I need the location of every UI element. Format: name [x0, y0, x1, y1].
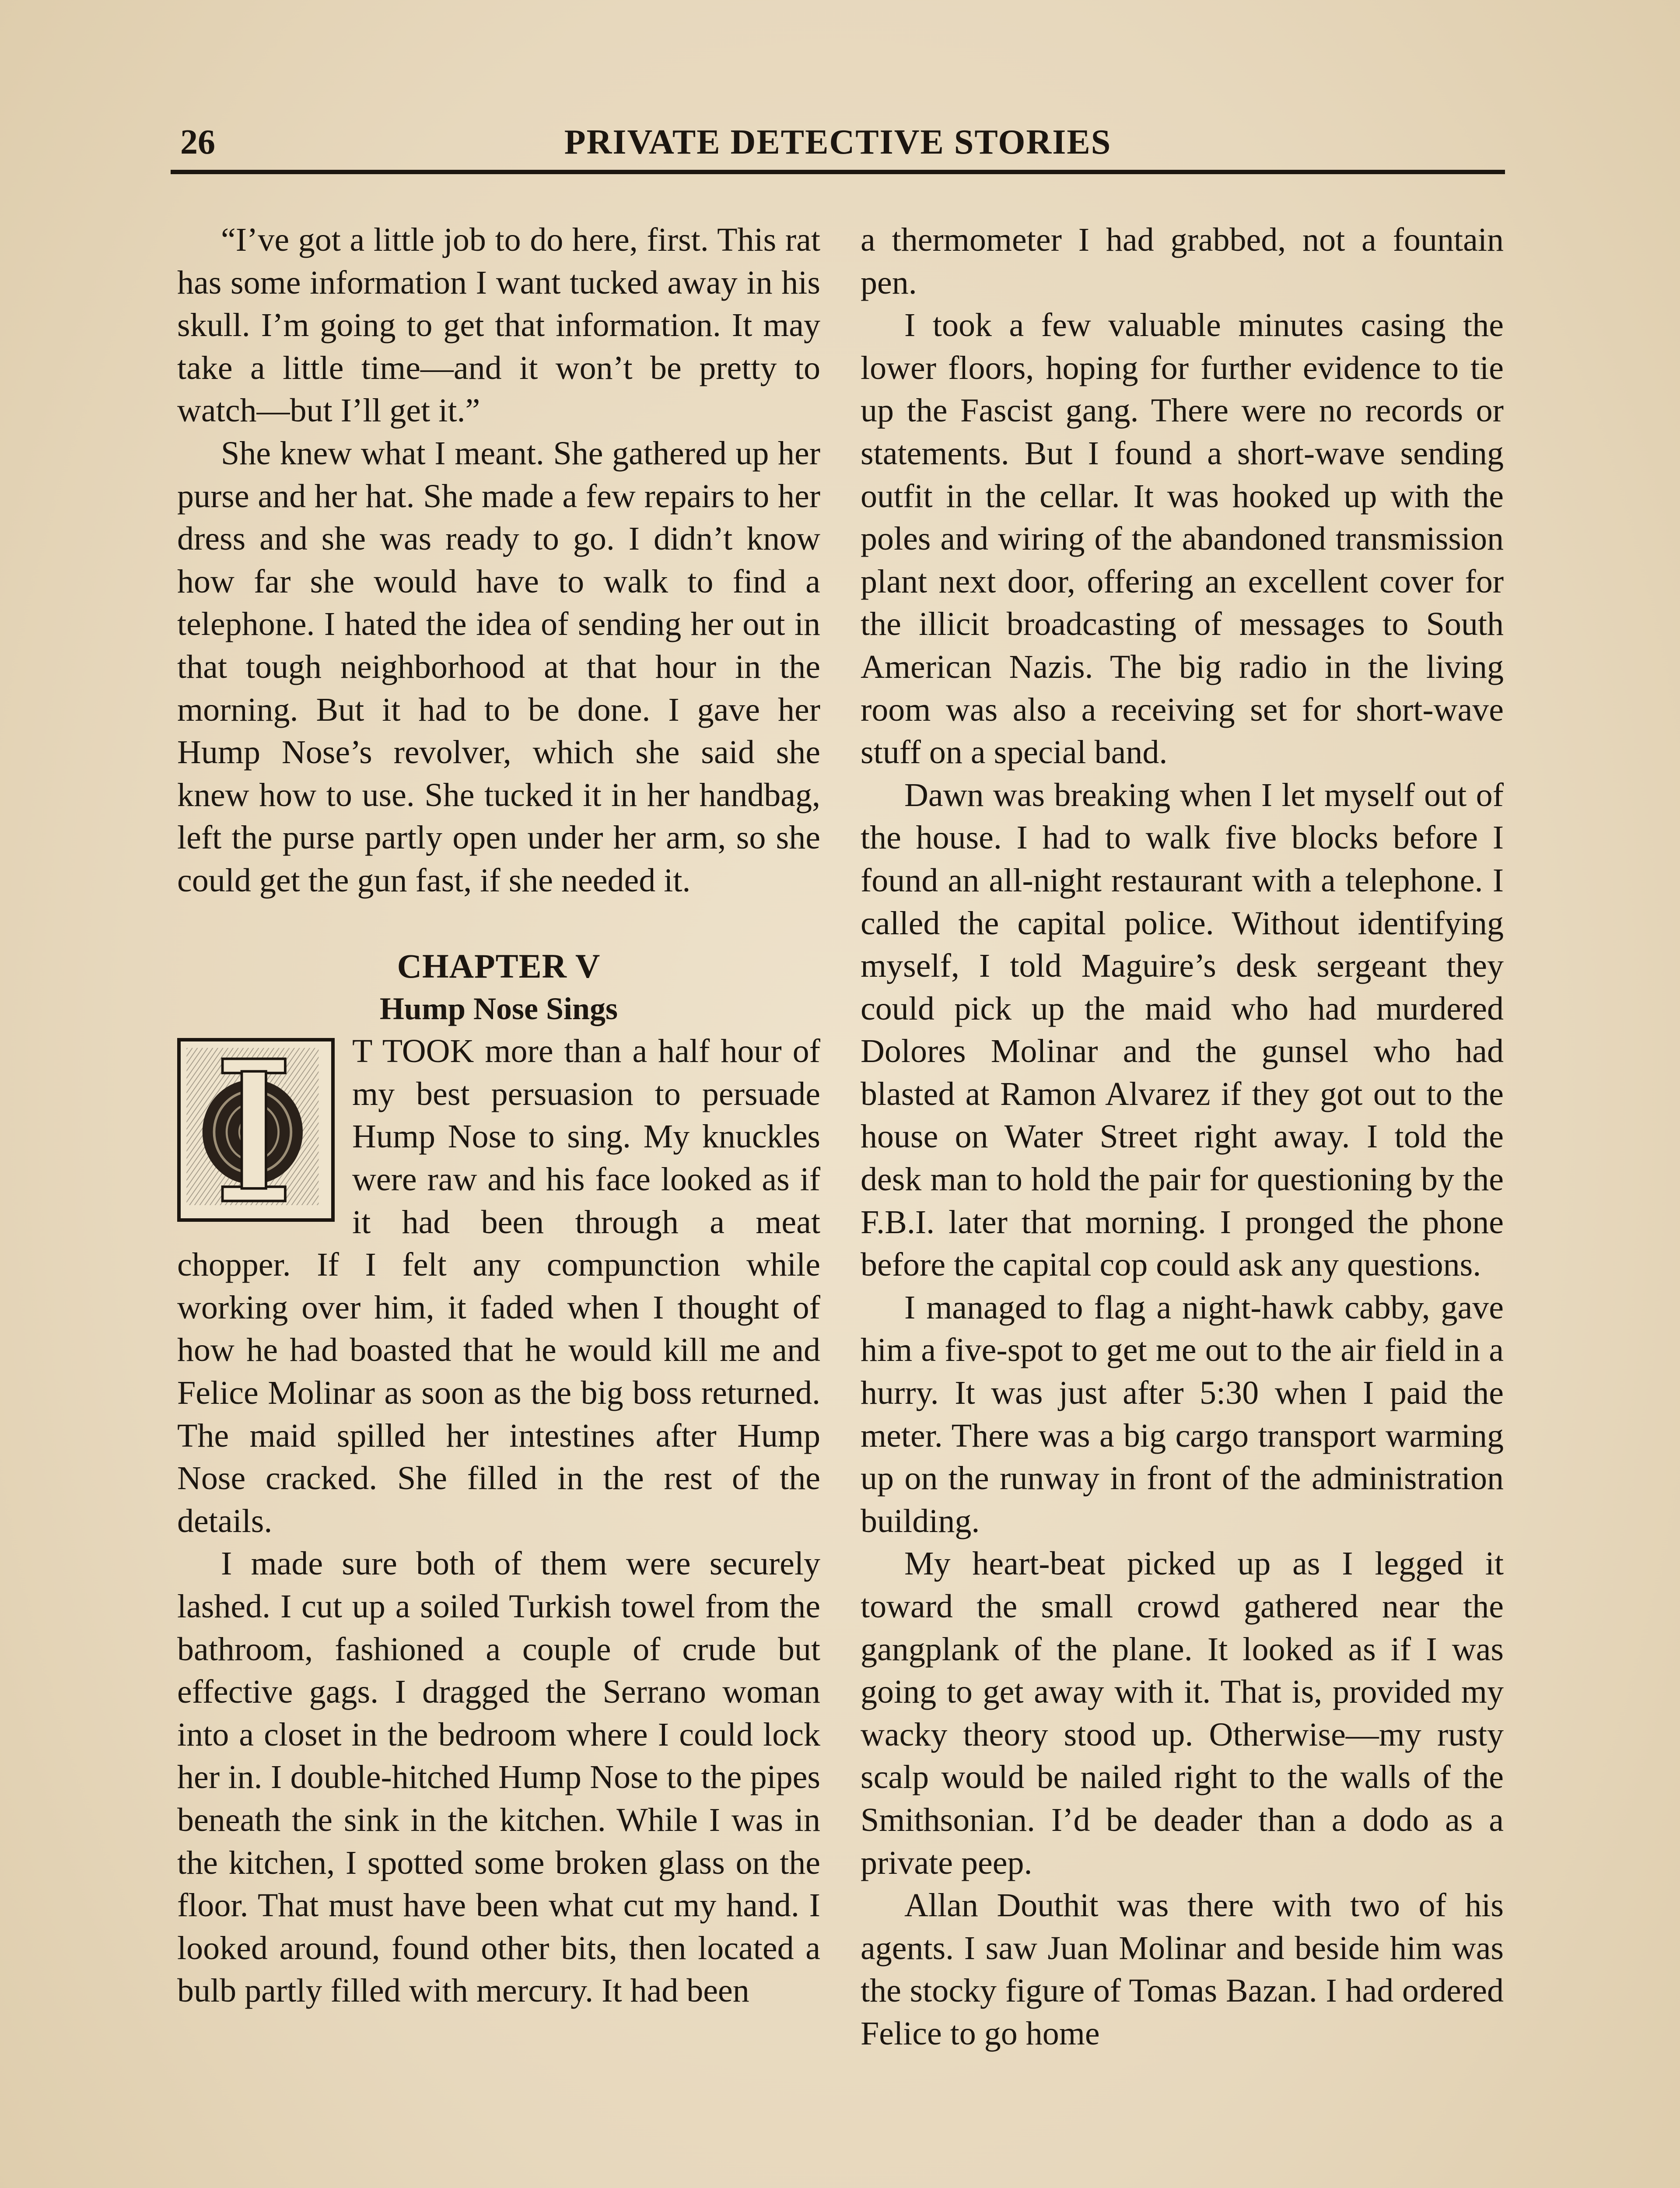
left-column [177, 219, 820, 2013]
page-number: 26 [180, 123, 215, 161]
paragraph: Allan Douthit was there with two of his agents. I saw Juan Molinar and beside him was the stocky figure of Tomas Bazan. I had ordered Felice to go home [861, 1887, 1504, 2052]
paragraph: Dawn was breaking when I let myself out of the house. I had to walk five blocks before I found an all-night restaurant with a telephone. I called the capital police. Without identifying myself, I told Maguire’s desk sergeant they could pick up the maid who had murdered Dolores Molinar and the gunsel who had blasted at Ramon Alvarez if they got out to the house on Water Street right away. I told the desk man to hold the pair for questioning by the F.B.I. later that morning. I pronged the phone before the capital cop could ask any questions. [861, 776, 1504, 1283]
running-header [171, 122, 1505, 174]
dropcap-letter-icon [181, 1041, 331, 1218]
paragraph: I took a few valuable minutes casing the lower floors, hoping for further evidence to tie up the Fascist gang. There were no records or statements. But I found a short-wave sending outfit in the cellar. It was hooked up with the poles and wiring of the abandoned transmission plant next door, offering an excellent cover for the illicit broadcasting of messages to South American Nazis. The big radio in the living room was also a receiving set for short-wave stuff on a special band. [861, 307, 1504, 771]
dropcap-illustration [177, 1038, 335, 1222]
paragraph: T TOOK more than a half hour of my best persuasion to persuade Hump Nose to sing. My knuckles were raw and his face looked as if it had been through a meat chopper. If I felt any compunction while working over him, it faded when I thought of how he had boasted that he would kill me and Felice Molinar as soon as the big boss returned. The maid spilled her intestines after Hump Nose cracked. She filled in the rest of the details. [177, 1033, 820, 1539]
paragraph: a thermometer I had grabbed, not a fountain pen. [861, 221, 1504, 301]
paragraph: I made sure both of them were securely lashed. I cut up a soiled Turkish towel from the bathroom, fashioned a couple of crude but effective gags. I dragged the Serrano woman into a closet in the bedroom where I could lock her in. I double-hitched Hump Nose to the pipes beneath the sink in the kitchen. While I was in the kitchen, I spotted some broken glass on the floor. That must have been what cut my hand. I looked around, found other bits, then located a bulb partly filled with mercury. It had been [177, 1545, 820, 2009]
paragraph: “I’ve got a little job to do here, first. This rat has some information I want tucked away in his skull. I’m going to get that information. It may take a little time—and it won’t be pretty to watch—but I’ll get it.” [177, 221, 820, 429]
paragraph: My heart-beat picked up as I legged it toward the small crowd gathered near the gangplank of the plane. It looked as if I was going to get away with it. That is, provided my wacky theory stood up. Otherwise—my rusty scalp would be nailed right to the walls of the Smithsonian. I’d be deader than a dodo as a private peep. [861, 1545, 1504, 1881]
paragraph: I managed to flag a night-hawk cabby, gave him a five-spot to get me out to the air field in a hurry. It was just after 5:30 when I paid the meter. There was a big cargo transport warming up on the runway in front of the administration building. [861, 1289, 1504, 1539]
chapter-title: CHAPTER V [397, 947, 601, 985]
paragraph: She knew what I meant. She gathered up her purse and her hat. She made a few repairs to her dress and she was ready to go. I didn’t know how far she would have to walk to find a telephone. I hated the idea of sending her out in that tough neighborhood at that hour in the morning. But it had to be done. I gave her Hump Nose’s revolver, which she said she knew how to use. She tucked it in her handbag, left the purse partly open under her arm, so she could get the gun fast, if she needed it. [177, 435, 820, 899]
right-column [861, 219, 1504, 2055]
chapter-subtitle: Hump Nose Sings [379, 991, 618, 1026]
running-title: PRIVATE DETECTIVE STORIES [564, 123, 1112, 161]
